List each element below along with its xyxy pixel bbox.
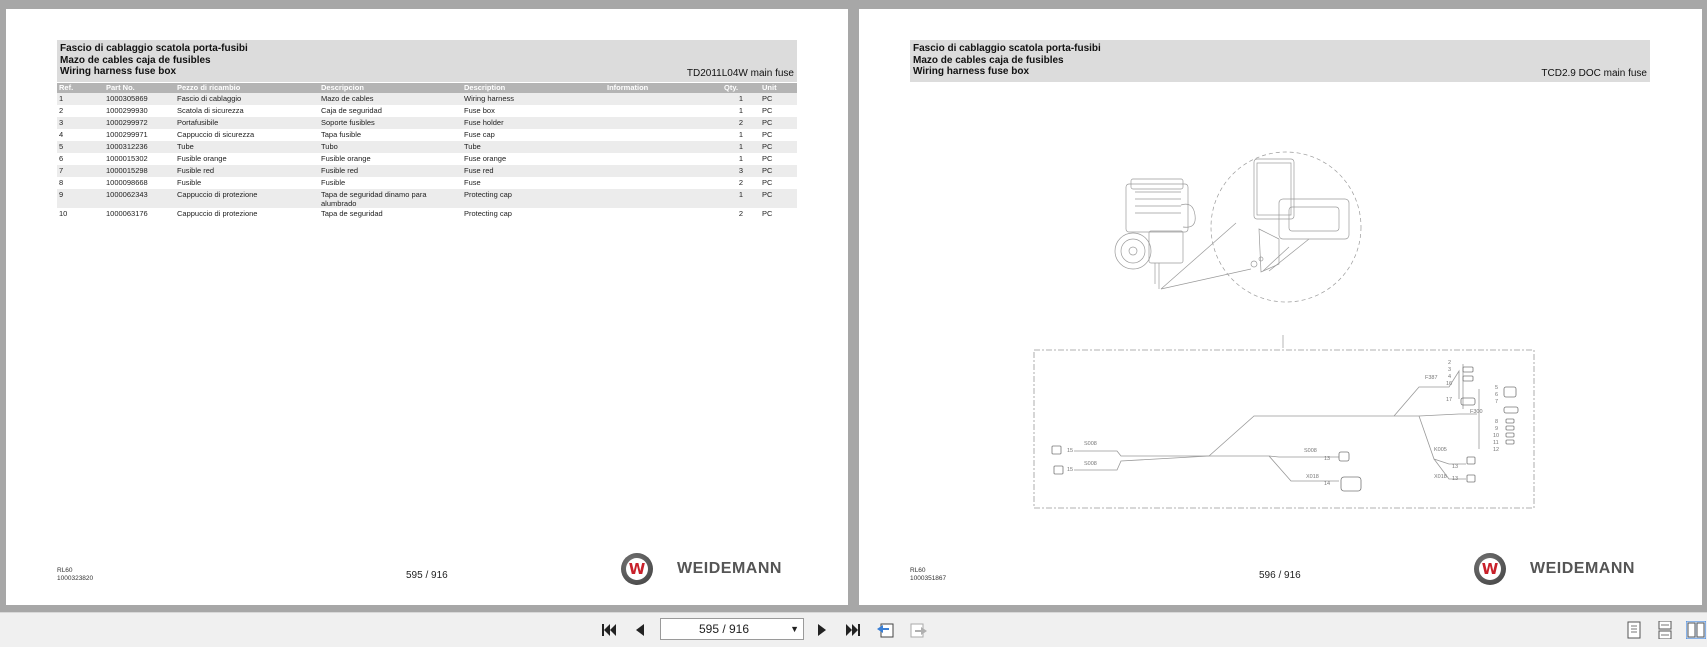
weidemann-logo xyxy=(1474,552,1635,586)
information-cell xyxy=(605,208,722,220)
english-name-cell: Protecting cap xyxy=(462,189,605,208)
ref-cell: 4 xyxy=(59,130,64,139)
page-header xyxy=(57,40,797,82)
footer-model: RL60 xyxy=(57,567,73,574)
information-cell xyxy=(605,189,722,208)
spanish-name-cell: Mazo de cables xyxy=(319,93,462,105)
diagram-label: 16 xyxy=(1446,381,1453,387)
part-number-cell: 1000098668 xyxy=(106,178,148,187)
column-header-part-no: Part No. xyxy=(104,83,175,93)
next-icon[interactable] xyxy=(812,621,832,639)
unit-cell: PC xyxy=(760,165,797,177)
quantity-cell: 1 xyxy=(722,189,760,208)
chevron-down-icon[interactable]: ▼ xyxy=(790,624,799,634)
part-number-cell: 1000063176 xyxy=(106,209,148,218)
information-cell xyxy=(605,141,722,153)
table-row xyxy=(57,165,797,177)
column-header-information: Information xyxy=(605,83,722,93)
diagram-label: 4 xyxy=(1448,374,1452,380)
right-page xyxy=(859,9,1702,605)
engine-illustration xyxy=(1115,179,1251,289)
diagram-label: K005 xyxy=(1434,447,1447,453)
page-number: 596 / 916 xyxy=(1259,570,1301,581)
english-name-cell: Fuse red xyxy=(462,165,605,177)
quantity-cell: 1 xyxy=(722,93,760,105)
weidemann-logo xyxy=(621,552,782,586)
spanish-name-cell: Fusible xyxy=(321,178,346,187)
continuous-page-icon[interactable] xyxy=(1655,621,1675,639)
english-name-cell: Fuse cap xyxy=(464,130,495,139)
diagram-label: F387 xyxy=(1425,375,1438,381)
part-number-cell: 1000299972 xyxy=(104,117,175,129)
diagram-label: 7 xyxy=(1495,399,1499,405)
spanish-name-cell: Tapa fusible xyxy=(321,130,362,139)
table-header-row xyxy=(57,83,797,93)
page-number: 595 / 916 xyxy=(406,570,448,581)
english-name-cell: Protecting cap xyxy=(464,209,512,218)
facing-pages-icon[interactable] xyxy=(1686,621,1706,639)
italian-name-cell: Cappuccio di sicurezza xyxy=(177,130,255,139)
single-page-icon[interactable] xyxy=(1624,621,1644,639)
diagram-label: 8 xyxy=(1495,419,1499,425)
page-number-value: 595 / 916 xyxy=(698,622,750,636)
quantity-cell: 1 xyxy=(738,130,744,139)
information-cell xyxy=(605,105,722,117)
column-header-spanish: Descripcion xyxy=(319,83,462,93)
ref-cell: 10 xyxy=(59,209,68,218)
brand-name: WEIDEMANN xyxy=(677,560,782,577)
information-cell xyxy=(605,117,722,129)
title-spanish: Mazo de cables caja de fusibles xyxy=(60,55,211,66)
quantity-cell: 1 xyxy=(738,154,744,163)
italian-name-cell: Fascio di cablaggio xyxy=(175,93,319,105)
information-cell xyxy=(605,93,722,105)
table-row xyxy=(57,93,797,105)
unit-cell: PC xyxy=(762,178,773,187)
weidemann-emblem-icon: W xyxy=(621,553,653,585)
part-number-cell: 1000299971 xyxy=(106,130,148,139)
spanish-name-cell: Tapa de seguridad xyxy=(321,209,383,218)
english-name-cell: Fuse orange xyxy=(464,154,507,163)
title-italian: Fascio di cablaggio scatola porta-fusibi xyxy=(913,43,1101,54)
navigate-back-icon[interactable] xyxy=(875,621,895,639)
part-number-cell: 1000015302 xyxy=(106,154,148,163)
diagram-label: 13 xyxy=(1452,464,1459,470)
table-row xyxy=(57,105,797,117)
column-header-unit: Unit xyxy=(760,83,797,93)
diagram-label: 15 xyxy=(1067,448,1074,454)
ref-cell: 6 xyxy=(59,154,64,163)
unit-cell: PC xyxy=(762,154,773,163)
diagram-label: 9 xyxy=(1495,426,1499,432)
ref-cell: 9 xyxy=(57,189,104,208)
ref-cell: 7 xyxy=(57,165,104,177)
title-english: Wiring harness fuse box xyxy=(60,66,177,77)
skip-last-icon[interactable] xyxy=(843,621,863,639)
diagram-label: 13 xyxy=(1324,456,1331,462)
footer-model: RL60 xyxy=(910,567,926,574)
diagram-label: 13 xyxy=(1452,476,1459,482)
title-italian: Fascio di cablaggio scatola porta-fusibi xyxy=(60,43,248,54)
unit-cell: PC xyxy=(760,117,797,129)
ref-cell: 5 xyxy=(57,141,104,153)
table-row xyxy=(57,117,797,129)
diagram-label: S008 xyxy=(1084,441,1097,447)
italian-name-cell: Fusible xyxy=(177,178,202,187)
diagram-label: 14 xyxy=(1324,481,1331,487)
diagram-label: 5 xyxy=(1495,385,1499,391)
column-header-italian: Pezzo di ricambio xyxy=(175,83,319,93)
diagram-label: S008 xyxy=(1304,448,1317,454)
table-row xyxy=(57,129,797,141)
italian-name-cell: Tube xyxy=(175,141,319,153)
table-row xyxy=(57,177,797,189)
diagram-label: F300 xyxy=(1470,409,1483,415)
spanish-name-cell: Fusible orange xyxy=(321,154,371,163)
english-name-cell: Fuse box xyxy=(464,106,495,115)
previous-icon[interactable] xyxy=(630,621,650,639)
table-row xyxy=(57,141,797,153)
diagram-label: 10 xyxy=(1493,433,1500,439)
left-page xyxy=(6,9,848,605)
italian-name-cell: Portafusibile xyxy=(175,117,319,129)
english-name-cell: Fuse xyxy=(464,178,481,187)
italian-name-cell: Fusible orange xyxy=(177,154,227,163)
unit-cell: PC xyxy=(760,93,797,105)
quantity-cell: 2 xyxy=(722,117,760,129)
information-cell xyxy=(605,177,722,189)
diagram-label: 6 xyxy=(1495,392,1499,398)
diagram-label: X018 xyxy=(1306,474,1319,480)
harness-lines xyxy=(1074,364,1479,481)
detail-zoom-circle xyxy=(1211,152,1361,302)
ref-cell: 1 xyxy=(57,93,104,105)
brand-name: WEIDEMANN xyxy=(1530,560,1635,577)
column-header-ref: Ref. xyxy=(57,83,104,93)
column-header-english: Description xyxy=(462,83,605,93)
parts-table xyxy=(57,83,797,220)
viewer-toolbar xyxy=(0,612,1707,647)
footer-doc-info xyxy=(57,567,93,583)
italian-name-cell: Cappuccio di protezione xyxy=(175,189,319,208)
unit-cell: PC xyxy=(760,189,797,208)
title-english: Wiring harness fuse box xyxy=(913,66,1030,77)
diagram-label: X018 xyxy=(1434,474,1447,480)
information-cell xyxy=(605,153,722,165)
english-name-cell: Fuse holder xyxy=(462,117,605,129)
part-number-cell: 1000312236 xyxy=(104,141,175,153)
table-row xyxy=(57,153,797,165)
information-cell xyxy=(605,165,722,177)
quantity-cell: 2 xyxy=(738,209,744,218)
italian-name-cell: Fusible red xyxy=(175,165,319,177)
ref-cell: 2 xyxy=(59,106,64,115)
quantity-cell: 3 xyxy=(722,165,760,177)
spanish-name-cell: Caja de seguridad xyxy=(321,106,382,115)
english-name-cell: Tube xyxy=(462,141,605,153)
italian-name-cell: Scatola di sicurezza xyxy=(177,106,244,115)
part-number-cell: 1000015298 xyxy=(104,165,175,177)
spanish-name-cell: Tubo xyxy=(319,141,462,153)
ref-cell: 8 xyxy=(59,178,64,187)
italian-name-cell: Cappuccio di protezione xyxy=(177,209,258,218)
table-row xyxy=(57,189,797,208)
skip-first-icon[interactable] xyxy=(599,621,619,639)
model-label: TCD2.9 DOC main fuse xyxy=(1541,68,1647,79)
diagram-label: 2 xyxy=(1448,360,1452,366)
footer-doc-number: 1000351867 xyxy=(910,575,947,582)
page-number-input[interactable] xyxy=(660,618,804,640)
part-number-cell: 1000299930 xyxy=(106,106,148,115)
spanish-name-cell: Soporte fusibles xyxy=(319,117,462,129)
footer-doc-info xyxy=(910,567,946,583)
quantity-cell: 2 xyxy=(738,178,744,187)
spanish-name-cell: Tapa de seguridad dinamo para alumbrado xyxy=(319,189,462,208)
unit-cell: PC xyxy=(762,106,773,115)
english-name-cell: Wiring harness xyxy=(462,93,605,105)
unit-cell: PC xyxy=(762,130,773,139)
part-number-cell: 1000062343 xyxy=(104,189,175,208)
table-row xyxy=(57,208,797,220)
diagram-label: 3 xyxy=(1448,367,1452,373)
model-label: TD2011L04W main fuse xyxy=(686,68,794,79)
diagram-label: 11 xyxy=(1493,440,1499,446)
ref-cell: 3 xyxy=(57,117,104,129)
navigate-forward-icon[interactable] xyxy=(909,621,929,639)
diagram-label: S008 xyxy=(1084,461,1097,467)
information-cell xyxy=(605,129,722,141)
footer-doc-number: 1000323820 xyxy=(57,575,94,582)
quantity-cell: 1 xyxy=(738,106,744,115)
diagram-label: 17 xyxy=(1446,397,1453,403)
column-header-qty: Qty. xyxy=(722,83,760,93)
wiring-diagram xyxy=(859,9,1702,605)
title-spanish: Mazo de cables caja de fusibles xyxy=(913,55,1064,66)
diagram-label: 12 xyxy=(1493,447,1500,453)
quantity-cell: 1 xyxy=(722,141,760,153)
unit-cell: PC xyxy=(762,209,773,218)
diagram-label: 15 xyxy=(1067,467,1074,473)
part-number-cell: 1000305869 xyxy=(104,93,175,105)
spanish-name-cell: Fusible red xyxy=(319,165,462,177)
unit-cell: PC xyxy=(760,141,797,153)
weidemann-emblem-icon: W xyxy=(1474,553,1506,585)
